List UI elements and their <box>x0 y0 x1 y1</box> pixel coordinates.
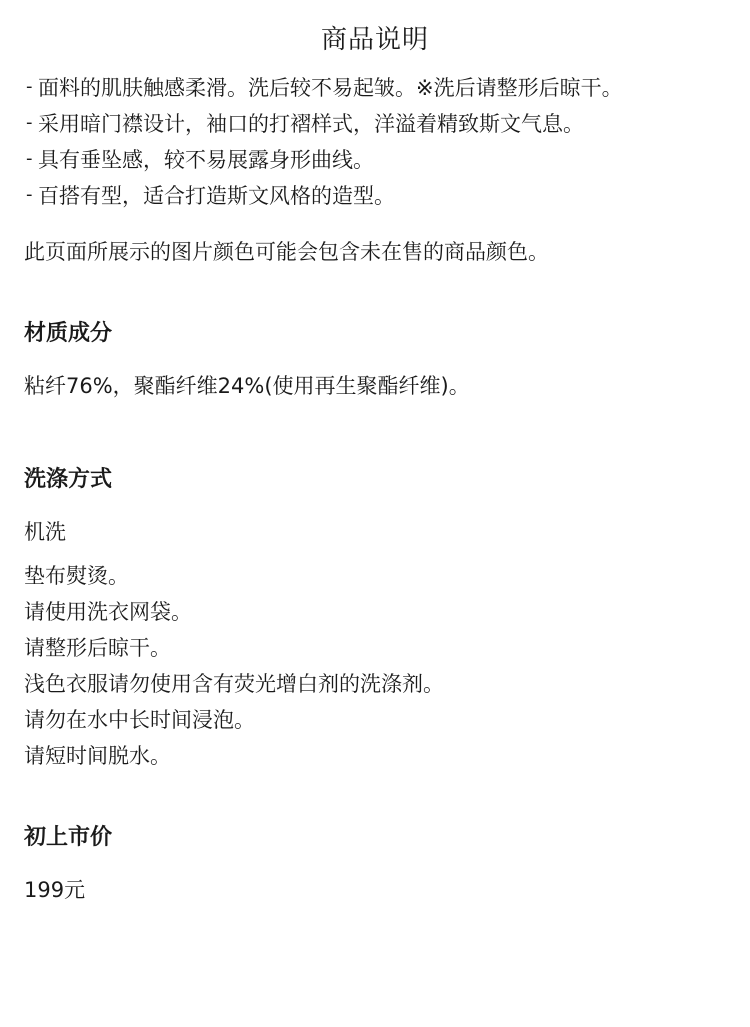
page-title: 商品说明 <box>320 25 429 55</box>
care-instruction: 请勿在水中长时间浸泡。 <box>24 708 255 732</box>
care-instruction: 请使用洗衣网袋。 <box>24 600 192 624</box>
washing-heading: 洗涤方式 <box>24 467 113 492</box>
price-section <box>24 820 726 908</box>
care-instruction: 垫布熨烫。 <box>24 564 129 588</box>
description-item: - 百搭有型，适合打造斯文风格的造型。 <box>24 178 726 214</box>
care-instruction: 请整形后晾干。 <box>24 636 171 660</box>
description-item: - 具有垂坠感，较不易展露身形曲线。 <box>24 142 726 178</box>
material-heading: 材质成分 <box>24 321 113 346</box>
material-section <box>24 316 726 404</box>
color-notice: 此页面所展示的图片颜色可能会包含未在售的商品颜色。 <box>24 240 549 264</box>
care-instructions-list <box>24 558 726 774</box>
material-text: 粘纤76%，聚酯纤维24%(使用再生聚酯纤维)。 <box>24 374 470 398</box>
care-instruction: 浅色衣服请勿使用含有荧光增白剂的洗涤剂。 <box>24 672 444 696</box>
washing-section <box>24 462 726 774</box>
price-heading: 初上市价 <box>24 825 113 850</box>
washing-method: 机洗 <box>24 520 66 544</box>
description-list <box>24 70 726 214</box>
description-item: - 采用暗门襟设计，袖口的打褶样式，洋溢着精致斯文气息。 <box>24 106 726 142</box>
description-item: - 面料的肌肤触感柔滑。洗后较不易起皱。※洗后请整形后晾干。 <box>24 70 726 106</box>
price-value: 199元 <box>24 878 86 902</box>
care-instruction: 请短时间脱水。 <box>24 744 171 768</box>
